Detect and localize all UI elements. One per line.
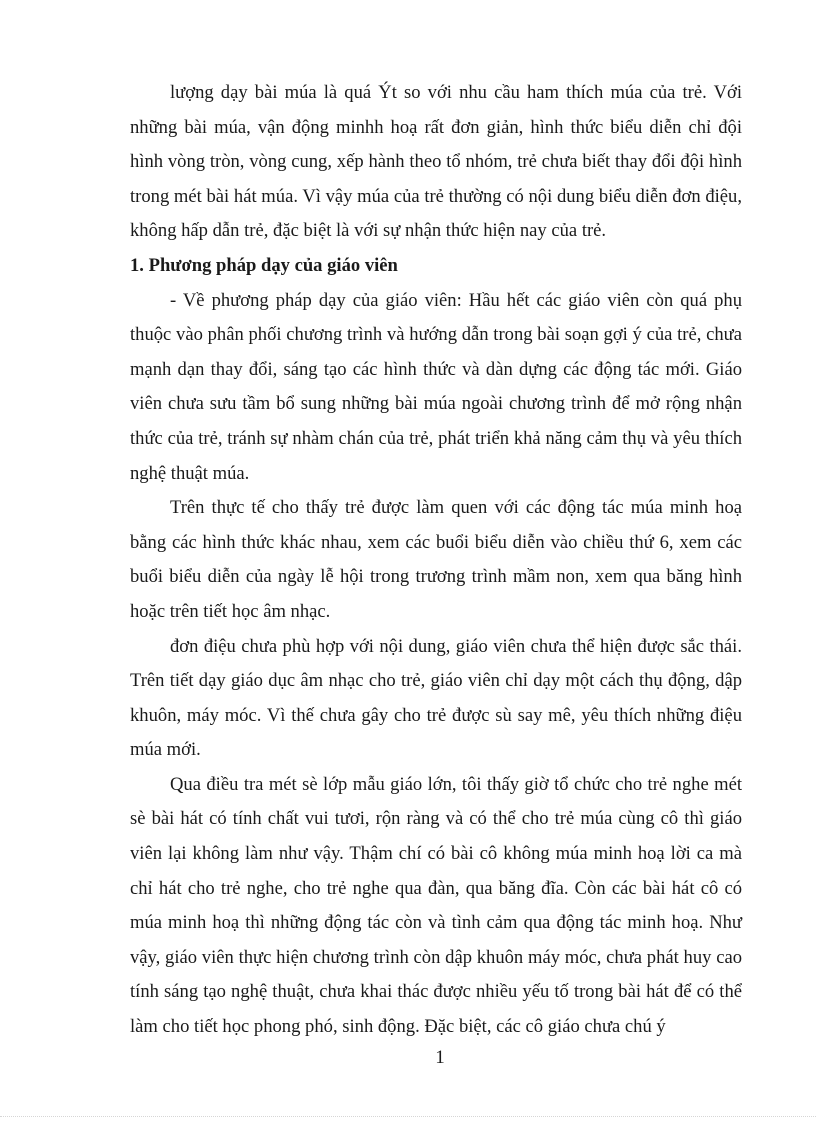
section-heading-teaching-method: 1. Phương pháp dạy của giáo viên xyxy=(130,254,398,276)
paragraph-monotonous-teaching: đơn điệu chưa phù hợp với nội dung, giáo viên chưa thể hiện được sắc thái. Trên tiết dạy giáo dục âm nhạc cho trẻ, giáo viên chỉ dạy một cách thụ động, dập khuôn, máy móc. Vì thế chưa gây cho trẻ được sù say mê, yêu thích những điệu múa mới. xyxy=(130,635,742,761)
paragraph-survey-findings: Qua điều tra mét sè lớp mẫu giáo lớn, tôi thấy giờ tổ chức cho trẻ nghe mét sè bài hát có tính chất vui tươi, rộn ràng và có thể cho trẻ múa cùng cô thì giáo viên lại không làm như vậy. Thậm chí có bài cô không múa minh hoạ lời ca mà chỉ hát cho trẻ nghe, cho trẻ nghe qua đàn, qua băng đĩa. Còn các bài hát cô có múa minh hoạ thì những động tác còn và tình cảm qua động tác minh hoạ. Như vậy, giáo viên thực hiện chương trình còn dập khuôn máy móc, chưa phát huy cao tính sáng tạo nghệ thuật, chưa khai thác được nhiều yếu tố trong bài hát để có thể làm cho tiết học phong phó, sinh động. Đặc biệt, các cô giáo chưa chú ý xyxy=(130,773,742,1038)
page-number: 1 xyxy=(435,1047,445,1068)
paragraph-reality-observation: Trên thực tế cho thấy trẻ được làm quen với các động tác múa minh hoạ bằng các hình thức khác nhau, xem các buổi biểu diễn vào chiều thứ 6, xem các buổi biểu diễn của ngày lễ hội trong trương trình mầm non, xem qua băng hình hoặc trên tiết học âm nhạc. xyxy=(130,497,742,622)
document-page xyxy=(130,76,742,1045)
page-bottom-divider xyxy=(0,1116,816,1117)
paragraph-teacher-method: - Về phương pháp dạy của giáo viên: Hầu hết các giáo viên còn quá phụ thuộc vào phân phối chương trình và hướng dẫn trong bài soạn gợi ý của trẻ, chưa mạnh dạn thay đổi, sáng tạo các hình thức và dàn dựng các động tác mới. Giáo viên chưa sưu tầm bổ sung những bài múa ngoài chương trình để mở rộng nhận thức của trẻ, tránh sự nhàm chán của trẻ, phát triển khả năng cảm thụ và yêu thích nghệ thuật múa. xyxy=(130,289,742,484)
paragraph-dance-lessons-limited: lượng dạy bài múa là quá Ýt so với nhu cầu ham thích múa của trẻ. Với những bài múa, vận động minhh hoạ rất đơn giản, hình thức biểu diễn chỉ đội hình vòng tròn, vòng cung, xếp hành theo tổ nhóm, trẻ chưa biết thay đổi đội hình trong mét bài hát múa. Vì vậy múa của trẻ thường có nội dung biểu diễn đơn điệu, không hấp dẫn trẻ, đặc biệt là với sự nhận thức hiện nay của trẻ. xyxy=(130,82,742,242)
